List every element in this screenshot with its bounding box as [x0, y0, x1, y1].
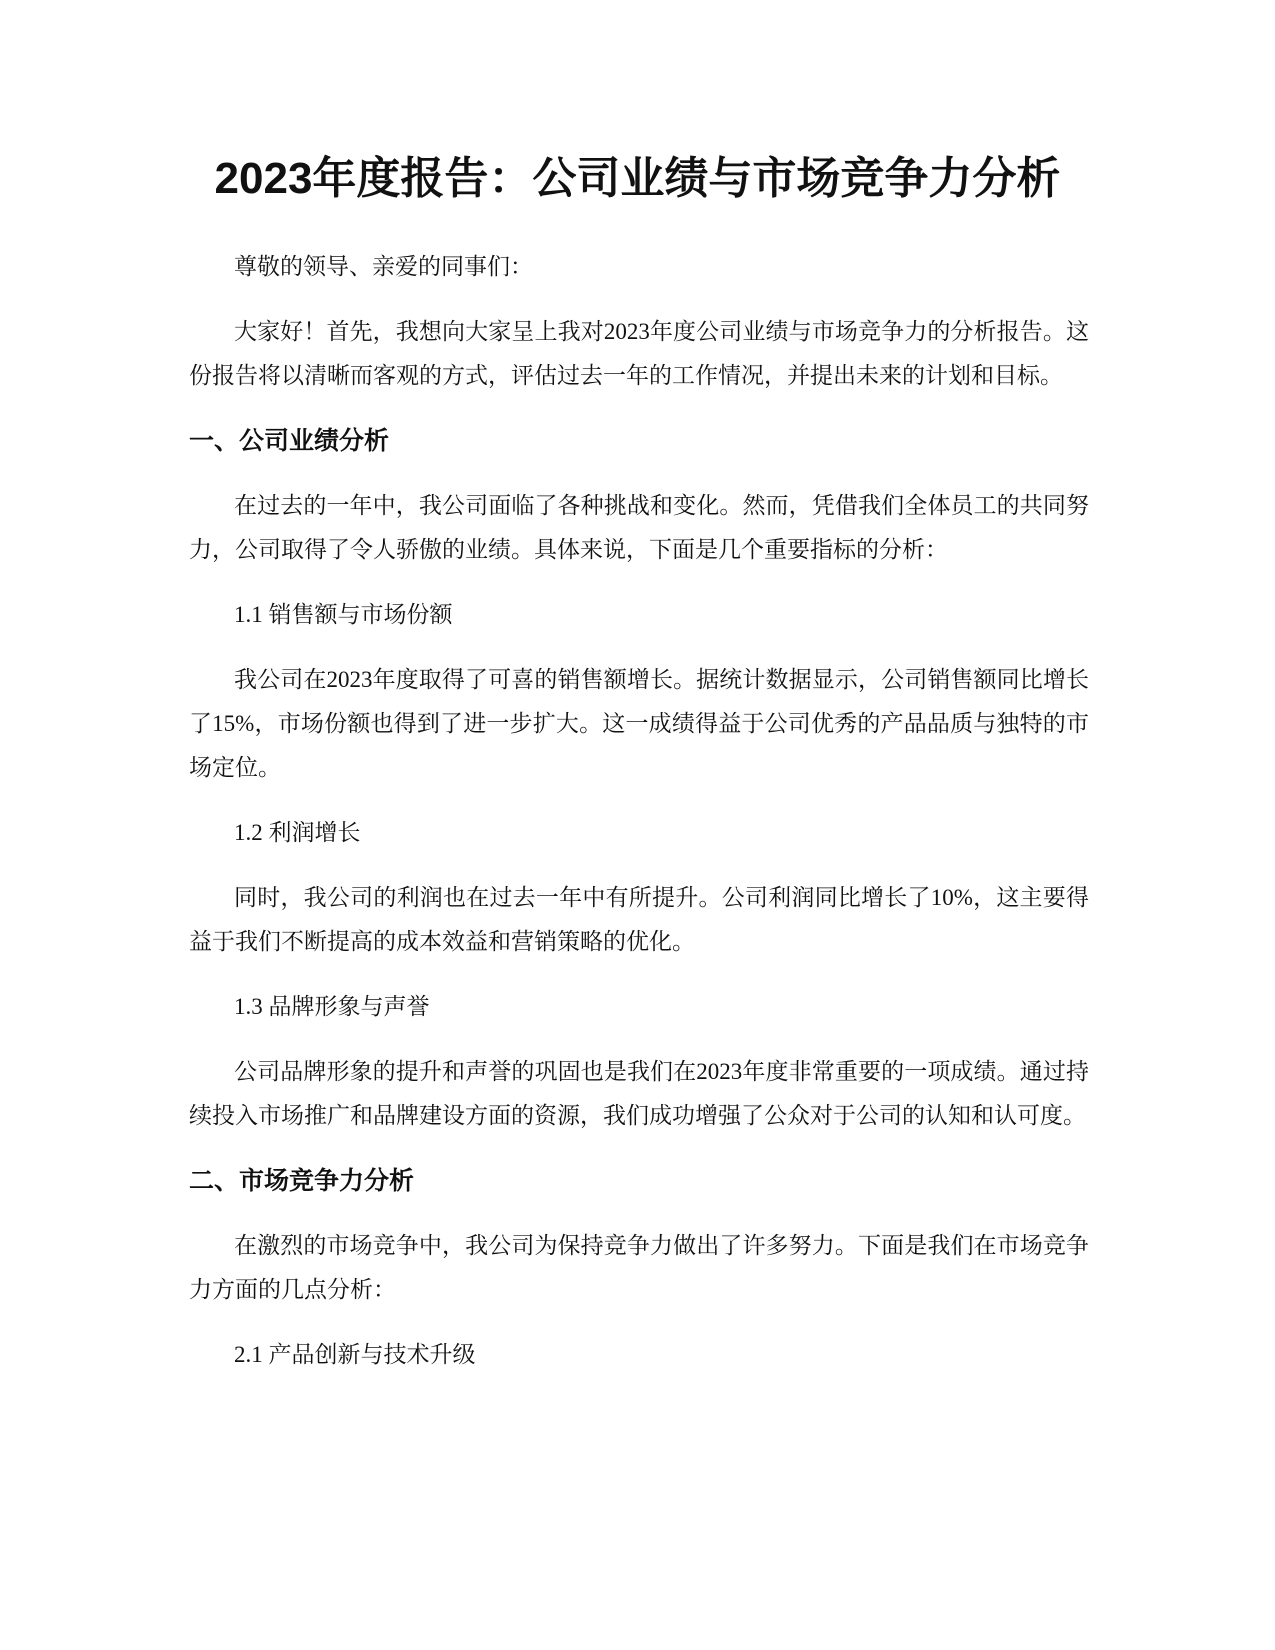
subsection-heading: 1.1 销售额与市场份额 [234, 602, 453, 627]
subsection-heading: 2.1 产品创新与技术升级 [234, 1342, 476, 1367]
section-heading: 二、市场竞争力分析 [189, 1167, 415, 1195]
body-paragraph: 公司品牌形象的提升和声誉的巩固也是我们在2023年度非常重要的一项成绩。通过持续投入市场推广和品牌建设方面的资源，我们成功增强了公众对于公司的认知和认可度。 [189, 1059, 1089, 1128]
subsection-heading: 1.2 利润增长 [234, 820, 361, 845]
section-intro-paragraph: 在激烈的市场竞争中，我公司为保持竞争力做出了许多努力。下面是我们在市场竞争力方面的几点分析： [189, 1233, 1089, 1302]
section-heading: 一、公司业绩分析 [189, 427, 390, 455]
body-paragraph: 我公司在2023年度取得了可喜的销售额增长。据统计数据显示，公司销售额同比增长了15%，市场份额也得到了进一步扩大。这一成绩得益于公司优秀的产品品质与独特的市场定位。 [189, 667, 1089, 780]
document-title: 2023年度报告：公司业绩与市场竞争力分析 [214, 154, 1061, 203]
greeting-paragraph: 尊敬的领导、亲爱的同事们： [234, 254, 533, 279]
subsection-heading: 1.3 品牌形象与声誉 [234, 994, 430, 1019]
body-paragraph: 同时，我公司的利润也在过去一年中有所提升。公司利润同比增长了10%，这主要得益于我们不断提高的成本效益和营销策略的优化。 [189, 885, 1089, 954]
section-intro-paragraph: 在过去的一年中，我公司面临了各种挑战和变化。然而，凭借我们全体员工的共同努力，公司取得了令人骄傲的业绩。具体来说，下面是几个重要指标的分析： [189, 493, 1089, 562]
intro-paragraph: 大家好！首先，我想向大家呈上我对2023年度公司业绩与市场竞争力的分析报告。这份报告将以清晰而客观的方式，评估过去一年的工作情况，并提出未来的计划和目标。 [189, 319, 1089, 388]
document-body [189, 245, 1089, 1398]
